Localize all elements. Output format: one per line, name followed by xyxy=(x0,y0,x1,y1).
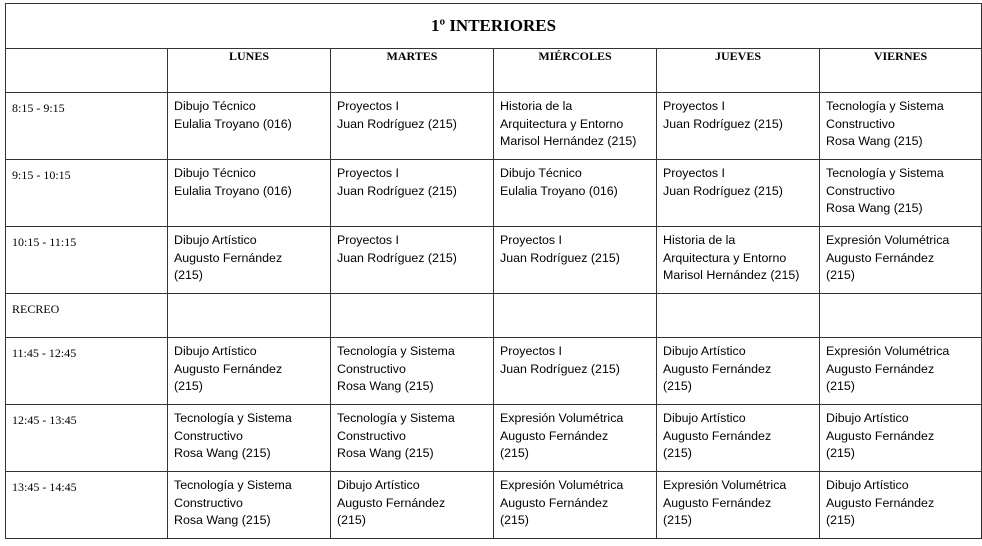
empty-cell xyxy=(331,294,494,338)
subject-line: Expresión Volumétrica xyxy=(663,478,787,492)
subject-line: Dibujo Técnico xyxy=(174,99,256,113)
class-cell xyxy=(494,472,657,539)
subject-line: Dibujo Artístico xyxy=(337,478,420,492)
detail-line: Eulalia Troyano (016) xyxy=(500,183,618,198)
class-cell xyxy=(494,227,657,294)
detail-line: Constructivo xyxy=(826,183,895,198)
class-cell xyxy=(168,338,331,405)
detail-line: (215) xyxy=(174,379,203,393)
detail-line: Juan Rodríguez (215) xyxy=(500,250,620,265)
detail-line: (215) xyxy=(826,513,855,527)
subject-line: Expresión Volumétrica xyxy=(500,478,624,492)
class-cell xyxy=(331,338,494,405)
class-cell xyxy=(657,338,820,405)
detail-line: Augusto Fernández xyxy=(174,250,283,265)
subject-line: Proyectos I xyxy=(337,233,399,247)
detail-line: Eulalia Troyano (016) xyxy=(174,183,292,198)
detail-line: Eulalia Troyano (016) xyxy=(174,116,292,131)
schedule-sheet xyxy=(5,3,981,539)
class-cell xyxy=(331,160,494,227)
day-header: MIÉRCOLES xyxy=(494,49,657,93)
recess-label: RECREO xyxy=(6,294,168,338)
subject-line: Dibujo Artístico xyxy=(826,411,909,425)
detail-line: (215) xyxy=(826,379,855,393)
detail-line: Rosa Wang (215) xyxy=(174,446,271,460)
class-cell xyxy=(657,160,820,227)
detail-line: Juan Rodríguez (215) xyxy=(337,183,457,198)
subject-line: Proyectos I xyxy=(663,166,725,180)
class-cell xyxy=(168,93,331,160)
detail-line: Constructivo xyxy=(174,428,243,443)
detail-line: Arquitectura y Entorno xyxy=(500,116,624,131)
subject-line: Dibujo Artístico xyxy=(663,344,746,358)
detail-line: (215) xyxy=(500,446,529,460)
class-cell xyxy=(331,472,494,539)
subject-line: Historia de la xyxy=(500,99,573,113)
subject-line: Tecnología y Sistema xyxy=(337,344,455,358)
time-slot-row xyxy=(6,93,982,160)
detail-line: Augusto Fernández xyxy=(663,361,772,376)
time-slot-row xyxy=(6,338,982,405)
detail-line: Augusto Fernández xyxy=(500,495,609,510)
detail-line: Augusto Fernández xyxy=(826,361,935,376)
subject-line: Tecnología y Sistema xyxy=(174,411,292,425)
subject-line: Dibujo Artístico xyxy=(174,344,257,358)
detail-line: Juan Rodríguez (215) xyxy=(337,250,457,265)
class-cell xyxy=(657,405,820,472)
subject-line: Dibujo Artístico xyxy=(663,411,746,425)
time-column-header xyxy=(6,49,168,93)
detail-line: Constructivo xyxy=(174,495,243,510)
subject-line: Expresión Volumétrica xyxy=(826,344,950,358)
detail-line: Juan Rodríguez (215) xyxy=(663,116,783,131)
detail-line: (215) xyxy=(174,268,203,282)
class-cell xyxy=(657,227,820,294)
class-cell xyxy=(168,160,331,227)
class-cell xyxy=(331,93,494,160)
class-cell xyxy=(494,160,657,227)
detail-line: (215) xyxy=(826,446,855,460)
detail-line: Augusto Fernández xyxy=(663,495,772,510)
class-cell xyxy=(820,338,982,405)
schedule-table xyxy=(5,3,982,539)
empty-cell xyxy=(168,294,331,338)
schedule-title: 1º INTERIORES xyxy=(6,4,982,49)
class-cell xyxy=(168,472,331,539)
day-header: VIERNES xyxy=(820,49,982,93)
time-slot-row xyxy=(6,160,982,227)
detail-line: Juan Rodríguez (215) xyxy=(500,361,620,376)
detail-line: Augusto Fernández xyxy=(337,495,446,510)
time-slot-row xyxy=(6,472,982,539)
subject-line: Expresión Volumétrica xyxy=(826,233,950,247)
class-cell xyxy=(820,93,982,160)
subject-line: Tecnología y Sistema xyxy=(826,166,944,180)
class-cell xyxy=(494,405,657,472)
time-slot-row xyxy=(6,227,982,294)
detail-line: Augusto Fernández xyxy=(826,495,935,510)
subject-line: Proyectos I xyxy=(500,344,562,358)
detail-line: (215) xyxy=(337,513,366,527)
subject-line: Tecnología y Sistema xyxy=(337,411,455,425)
class-cell xyxy=(657,472,820,539)
time-slot-label: 11:45 - 12:45 xyxy=(6,338,168,405)
class-cell xyxy=(494,93,657,160)
class-cell xyxy=(494,338,657,405)
empty-cell xyxy=(494,294,657,338)
class-cell xyxy=(168,227,331,294)
detail-line: (215) xyxy=(826,268,855,282)
time-slot-row xyxy=(6,405,982,472)
subject-line: Dibujo Técnico xyxy=(500,166,582,180)
day-header: LUNES xyxy=(168,49,331,93)
subject-line: Historia de la xyxy=(663,233,736,247)
detail-line: (215) xyxy=(500,513,529,527)
detail-line: Augusto Fernández xyxy=(174,361,283,376)
detail-line: Augusto Fernández xyxy=(500,428,609,443)
class-cell xyxy=(331,405,494,472)
subject-line: Dibujo Artístico xyxy=(826,478,909,492)
class-cell xyxy=(168,405,331,472)
empty-cell xyxy=(820,294,982,338)
subject-line: Proyectos I xyxy=(500,233,562,247)
recess-row xyxy=(6,294,982,338)
time-slot-label: 10:15 - 11:15 xyxy=(6,227,168,294)
detail-line: Arquitectura y Entorno xyxy=(663,250,787,265)
subject-line: Proyectos I xyxy=(337,99,399,113)
day-header-row xyxy=(6,49,982,93)
detail-line: Augusto Fernández xyxy=(826,250,935,265)
subject-line: Dibujo Técnico xyxy=(174,166,256,180)
detail-line: Augusto Fernández xyxy=(663,428,772,443)
class-cell xyxy=(820,405,982,472)
detail-line: Rosa Wang (215) xyxy=(337,379,434,393)
class-cell xyxy=(820,160,982,227)
subject-line: Tecnología y Sistema xyxy=(174,478,292,492)
detail-line: Juan Rodríguez (215) xyxy=(337,116,457,131)
detail-line: (215) xyxy=(663,513,692,527)
class-cell xyxy=(820,472,982,539)
detail-line: (215) xyxy=(663,379,692,393)
time-slot-label: 13:45 - 14:45 xyxy=(6,472,168,539)
detail-line: Rosa Wang (215) xyxy=(826,134,923,148)
day-header: JUEVES xyxy=(657,49,820,93)
detail-line: Constructivo xyxy=(826,116,895,131)
detail-line: Rosa Wang (215) xyxy=(826,201,923,215)
time-slot-label: 9:15 - 10:15 xyxy=(6,160,168,227)
detail-line: Constructivo xyxy=(337,428,406,443)
detail-line: Constructivo xyxy=(337,361,406,376)
empty-cell xyxy=(657,294,820,338)
class-cell xyxy=(657,93,820,160)
detail-line: Juan Rodríguez (215) xyxy=(663,183,783,198)
time-slot-label: 12:45 - 13:45 xyxy=(6,405,168,472)
subject-line: Dibujo Artístico xyxy=(174,233,257,247)
class-cell xyxy=(820,227,982,294)
detail-line: Rosa Wang (215) xyxy=(174,513,271,527)
detail-line: Augusto Fernández xyxy=(826,428,935,443)
detail-line: Marisol Hernández (215) xyxy=(663,268,800,282)
day-header: MARTES xyxy=(331,49,494,93)
subject-line: Tecnología y Sistema xyxy=(826,99,944,113)
detail-line: (215) xyxy=(663,446,692,460)
subject-line: Proyectos I xyxy=(337,166,399,180)
class-cell xyxy=(331,227,494,294)
subject-line: Expresión Volumétrica xyxy=(500,411,624,425)
detail-line: Rosa Wang (215) xyxy=(337,446,434,460)
subject-line: Proyectos I xyxy=(663,99,725,113)
detail-line: Marisol Hernández (215) xyxy=(500,134,637,148)
time-slot-label: 8:15 - 9:15 xyxy=(6,93,168,160)
